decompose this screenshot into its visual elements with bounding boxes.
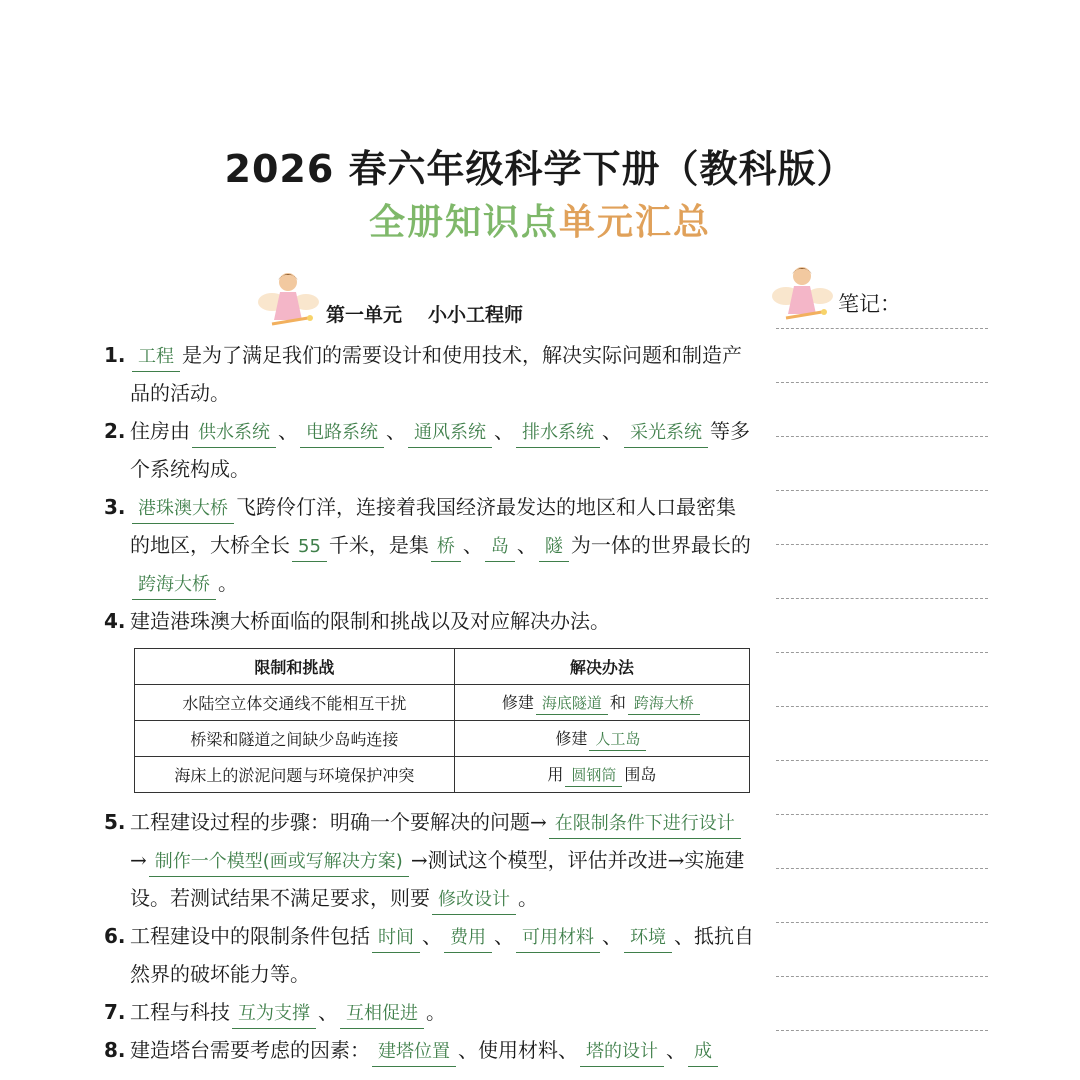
item-text: 住房由	[130, 419, 190, 443]
answer-blank: 供水系统	[192, 419, 276, 448]
challenges-table	[134, 648, 750, 793]
list-item	[104, 803, 754, 917]
item-text: 建造港珠澳大桥面临的限制和挑战以及对应解决办法。	[130, 609, 610, 633]
note-line	[776, 1030, 988, 1031]
answer-blank: 成	[688, 1038, 718, 1067]
item-number: 5.	[104, 810, 126, 834]
item-text: 飞跨伶仃洋，连接着我国经济最发达的地区和人口最密集的地区，大桥全长	[130, 495, 736, 557]
answer-blank: 费用	[444, 924, 492, 953]
answer-blank: 可用材料	[516, 924, 600, 953]
challenge-cell: 水陆空立体交通线不能相互干扰	[135, 685, 455, 721]
answer-blank: 岛	[485, 533, 515, 562]
list-item	[104, 602, 754, 640]
solution-cell: 用 圆钢筒 围岛	[454, 757, 749, 793]
item-text: →	[130, 848, 147, 872]
item-number: 2.	[104, 419, 126, 443]
item-number: 3.	[104, 495, 126, 519]
note-line	[776, 436, 988, 437]
fairy-girl-icon	[772, 262, 834, 332]
note-line	[776, 976, 988, 977]
item-text: →测试这个模型，评估并改进→实施建设。若测试结果不满足要求，则要	[130, 848, 745, 910]
item-text: 是为了满足我们的需要设计和使用技术，解决实际问题和制造产品的活动。	[130, 343, 742, 405]
answer-blank: 桥	[431, 533, 461, 562]
answer-blank: 互为支撑	[232, 1000, 316, 1029]
item-text: 工程与科技	[130, 1000, 230, 1024]
note-line	[776, 652, 988, 653]
item-text: 。	[218, 571, 238, 595]
unit-label: 第一单元	[326, 304, 403, 326]
list-item: 3. 港珠澳大桥 飞跨伶仃洋，连接着我国经济最发达的地区和人口最密集的地区，大桥全长 55 千米，是集 桥 、 岛 、 隧 为一体的世界最长的跨海大桥 。	[104, 488, 754, 602]
note-line	[776, 490, 988, 491]
table-row	[135, 685, 750, 721]
answer-blank: 55	[292, 533, 327, 562]
list-item: 6. 工程建设中的限制条件包括 时间 、 费用 、 可用材料 、 环境 、抵抗自然界的破坏能力等。	[104, 917, 754, 993]
unit-heading	[326, 300, 523, 327]
knowledge-list	[104, 336, 754, 1069]
note-line	[776, 544, 988, 545]
subtitle-green-part: 全册知识点	[368, 202, 559, 243]
answer-blank: 海底隧道	[536, 692, 608, 715]
table-row	[135, 757, 750, 793]
answer-blank: 时间	[372, 924, 420, 953]
list-item: 8. 建造塔台需要考虑的因素： 建塔位置 、使用材料、 塔的设计 、 成	[104, 1031, 754, 1069]
item-number: 6.	[104, 924, 126, 948]
item-text: 千米，是集	[328, 533, 429, 557]
answer-blank: 隧	[539, 533, 569, 562]
item-number: 7.	[104, 1000, 126, 1024]
item-text: 工程建设过程的步骤：明确一个要解决的问题→	[130, 810, 547, 834]
note-line	[776, 760, 988, 761]
unit-name: 小小工程师	[428, 304, 524, 326]
page-title: 2026 春六年级科学下册（教科版）	[224, 147, 856, 191]
table-row	[135, 721, 750, 757]
item-text: 。	[518, 886, 538, 910]
note-line	[776, 814, 988, 815]
answer-blank: 排水系统	[516, 419, 600, 448]
column-header: 限制和挑战	[135, 649, 455, 685]
note-line	[776, 382, 988, 383]
answer-blank: 环境	[624, 924, 672, 953]
answer-blank: 圆钢筒	[565, 764, 622, 787]
answer-blank: 建塔位置	[372, 1038, 456, 1067]
item-text: 等多个系统构成。	[130, 419, 750, 481]
item-number: 1.	[104, 343, 126, 367]
answer-blank: 修改设计	[432, 886, 516, 915]
answer-blank: 在限制条件下进行设计	[549, 810, 741, 839]
answer-blank: 通风系统	[408, 419, 492, 448]
table-header-row	[135, 649, 750, 685]
item-text: 、抵抗自然界的破坏能力等。	[130, 924, 754, 986]
challenge-cell: 桥梁和隧道之间缺少岛屿连接	[135, 721, 455, 757]
column-header: 解决办法	[454, 649, 749, 685]
answer-blank: 跨海大桥	[628, 692, 700, 715]
list-item	[104, 336, 754, 412]
list-item: 2. 住房由 供水系统 、 电路系统 、 通风系统 、 排水系统 、 采光系统 等多个系统构成。	[104, 412, 754, 488]
item-text: 。	[426, 1000, 446, 1024]
solution-cell: 修建 海底隧道 和 跨海大桥	[454, 685, 749, 721]
answer-blank: 跨海大桥	[132, 571, 216, 600]
answer-blank: 塔的设计	[580, 1038, 664, 1067]
answer-blank: 电路系统	[300, 419, 384, 448]
note-line	[776, 868, 988, 869]
answer-blank: 采光系统	[624, 419, 708, 448]
item-text: 为一体的世界最长的	[570, 533, 751, 557]
answer-blank: 港珠澳大桥	[132, 495, 234, 524]
item-number: 4.	[104, 609, 126, 633]
note-line	[776, 598, 988, 599]
list-item: 7. 工程与科技 互为支撑 、 互相促进 。	[104, 993, 754, 1031]
item-text: 、使用材料、	[458, 1038, 578, 1062]
answer-blank: 工程	[132, 343, 180, 372]
notes-label: 笔记：	[838, 292, 901, 316]
page-subtitle	[0, 194, 1080, 245]
challenge-cell: 海床上的淤泥问题与环境保护冲突	[135, 757, 455, 793]
subtitle-orange-part: 单元汇总	[559, 202, 712, 243]
note-line	[776, 706, 988, 707]
note-line	[776, 922, 988, 923]
answer-blank: 人工岛	[589, 728, 646, 751]
item-text: 工程建设中的限制条件包括	[130, 924, 370, 948]
fairy-girl-icon	[258, 268, 320, 338]
solution-cell: 修建 人工岛	[454, 721, 749, 757]
answer-blank: 制作一个模型(画或写解决方案)	[149, 848, 409, 877]
item-number: 8.	[104, 1038, 126, 1062]
item-text: 建造塔台需要考虑的因素：	[130, 1038, 370, 1062]
note-line	[776, 328, 988, 329]
answer-blank: 互相促进	[340, 1000, 424, 1029]
